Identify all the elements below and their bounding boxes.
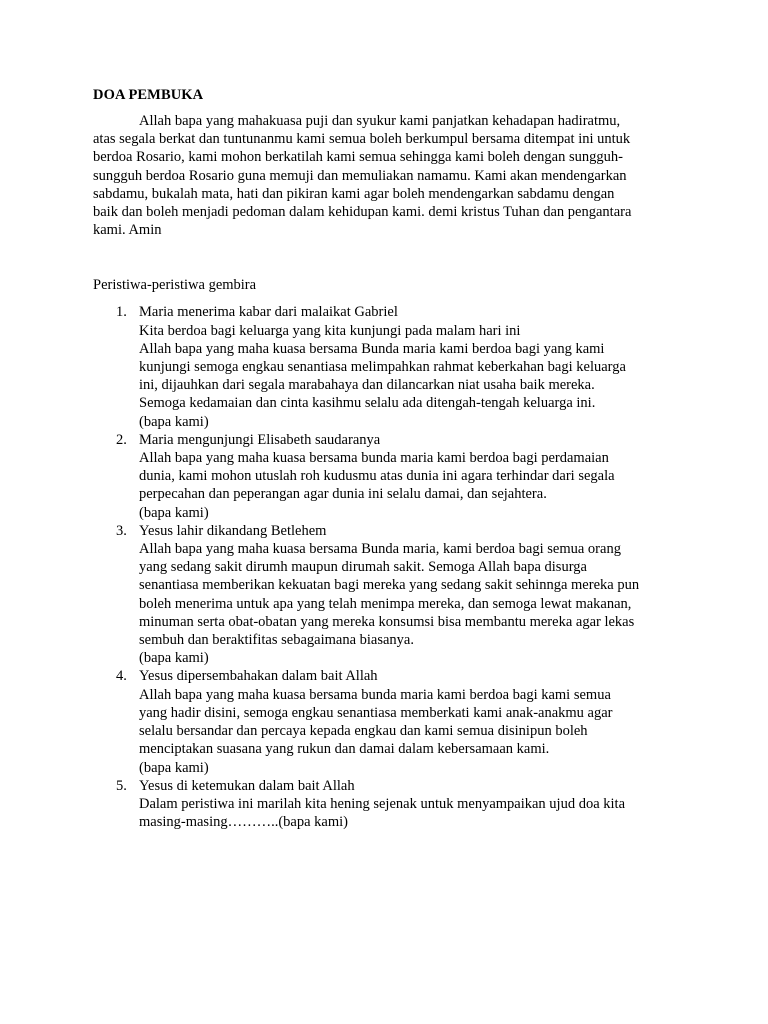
document-page	[93, 86, 683, 831]
list-item-number: 2.	[116, 431, 127, 448]
mysteries-list	[93, 303, 683, 831]
list-item-line: (bapa kami)	[139, 413, 209, 430]
list-item	[93, 522, 683, 668]
document-title: DOA PEMBUKA	[93, 87, 204, 103]
list-item-line: (bapa kami)	[139, 650, 209, 667]
list-item-line: Kita berdoa bagi keluarga yang kita kunjungi pada malam hari ini	[139, 322, 521, 339]
list-item	[93, 303, 683, 430]
list-item-line: sembuh dan beraktifitas sebagaimana biasanya.	[139, 632, 414, 649]
list-item-line: Allah bapa yang maha kuasa bersama Bunda maria, kami berdoa bagi semua orang	[139, 541, 621, 558]
list-item-line: (bapa kami)	[139, 759, 209, 776]
list-item-line: Allah bapa yang maha kuasa bersama bunda maria kami berdoa bagi kami semua	[139, 686, 611, 703]
list-item-line: boleh menerima untuk apa yang telah menimpa mereka, dan semoga lewat makanan,	[139, 595, 632, 612]
list-item-line: dunia, kami mohon utuslah roh kudusmu atas dunia ini agara terhindar dari segala	[139, 468, 615, 485]
list-item-line: senantiasa memberikan kekuatan bagi mereka yang sedang sakit sehinnga mereka pun	[139, 577, 640, 594]
list-item-line: minuman serta obat-obatan yang mereka konsumsi bisa membantu mereka agar lekas	[139, 613, 635, 630]
list-item-number: 3.	[116, 522, 127, 539]
section-heading: Peristiwa-peristiwa gembira	[93, 277, 257, 294]
list-item-line: perpecahan dan peperangan agar dunia ini selalu damai, dan sejahtera.	[139, 486, 547, 503]
list-item-number: 1.	[116, 304, 127, 321]
list-item-line: (bapa kami)	[139, 504, 209, 521]
list-item-line: Maria mengunjungi Elisabeth saudaranya	[139, 431, 381, 448]
list-item-line: Yesus lahir dikandang Betlehem	[139, 522, 327, 539]
list-item-line: Yesus di ketemukan dalam bait Allah	[139, 777, 355, 794]
list-item-number: 5.	[116, 777, 127, 794]
list-item-line: selalu bersandar dan percaya kepada engkau dan kami semua disinipun boleh	[139, 723, 588, 740]
list-item-line: ini, dijauhkan dari segala marabahaya dan dilancarkan niat usaha baik mereka.	[139, 377, 595, 394]
list-item-line: Allah bapa yang maha kuasa bersama bunda maria kami berdoa bagi perdamaian	[139, 450, 609, 467]
opening-prayer	[93, 112, 683, 239]
list-item-line: Yesus dipersembahakan dalam bait Allah	[139, 668, 378, 685]
opening-prayer-line: atas segala berkat dan tuntunanmu kami semua boleh berkumpul bersama ditempat ini untuk	[93, 131, 631, 148]
list-item-number: 4.	[116, 668, 127, 685]
opening-prayer-line: sungguh berdoa Rosario guna memuji dan memuliakan namamu. Kami akan mendengarkan	[93, 167, 627, 184]
list-item-line: menciptakan suasana yang rukun dan damai dalam kebersamaan kami.	[139, 741, 550, 758]
opening-prayer-line: berdoa Rosario, kami mohon berkatilah kami semua sehingga kami boleh dengan sungguh-	[93, 149, 623, 166]
opening-prayer-line: sabdamu, bukalah mata, hati dan pikiran kami agar boleh mendengarkan sabdamu dengan	[93, 185, 615, 202]
list-item-line: Dalam peristiwa ini marilah kita hening sejenak untuk menyampaikan ujud doa kita	[139, 795, 626, 812]
opening-prayer-line: kami. Amin	[93, 222, 162, 239]
list-item-line: Maria menerima kabar dari malaikat Gabriel	[139, 304, 398, 321]
list-item	[93, 431, 683, 522]
list-item	[93, 667, 683, 776]
list-item-line: Allah bapa yang maha kuasa bersama Bunda maria kami berdoa bagi yang kami	[139, 340, 605, 357]
list-item-line: masing-masing………..(bapa kami)	[139, 814, 348, 831]
list-item-line: Semoga kedamaian dan cinta kasihmu selalu ada ditengah-tengah keluarga ini.	[139, 395, 596, 412]
list-item-line: yang hadir disini, semoga engkau senantiasa memberkati kami anak-anakmu agar	[139, 704, 613, 721]
opening-prayer-line: baik dan boleh menjadi pedoman dalam kehidupan kami. demi kristus Tuhan dan pengantara	[93, 204, 632, 221]
opening-prayer-line: Allah bapa yang mahakuasa puji dan syukur kami panjatkan kehadapan hadiratmu,	[139, 113, 621, 129]
list-item-line: kunjungi semoga engkau senantiasa melimpahkan rahmat keberkahan bagi keluarga	[139, 359, 626, 376]
list-item	[93, 777, 683, 832]
list-item-line: yang sedang sakit dirumh maupun dirumah sakit. Semoga Allah bapa disurga	[139, 559, 587, 576]
